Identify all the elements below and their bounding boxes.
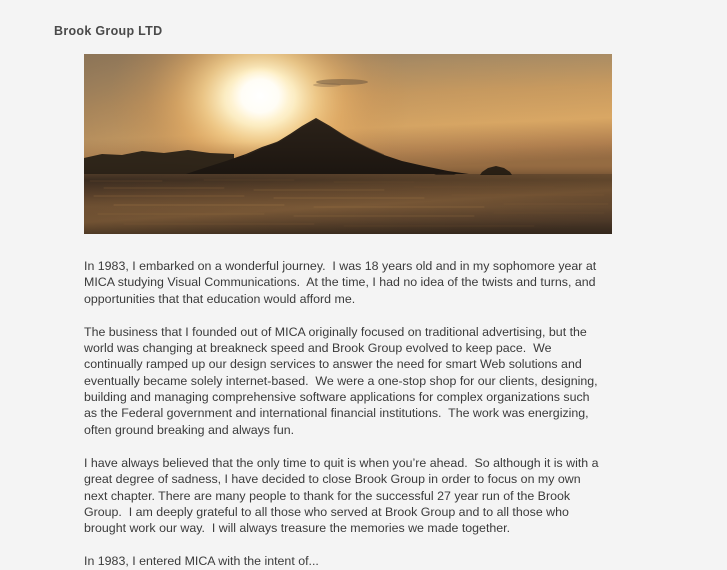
sun-core: [226, 66, 294, 126]
paragraph-2: The business that I founded out of MICA originally focused on traditional advertising, but the world was changing at breakneck speed and Brook Group evolved to keep pace. We continually ramped up our design services to answer the need for smart Web solutions and eventually became solely internet-based. We were a one-stop shop for our clients, designing, building and managing comprehensive software applications for complex organizations such as the Federal government and international financial institutions. The work was energizing, often ground breaking and always fun.: [84, 324, 602, 437]
paragraph-4: In 1983, I entered MICA with the intent of...: [84, 554, 319, 569]
paragraph-1: In 1983, I embarked on a wonderful journey. I was 18 years old and in my sophomore year at MICA studying Visual Communications. At the time, I had no idea of the twists and turns, and opportunities that that education would afford me.: [84, 259, 600, 306]
sunset-over-island-photo: [84, 54, 612, 234]
article-body: [84, 258, 606, 570]
sunset-photo-canvas: [84, 54, 612, 234]
cloud-streak-small: [313, 83, 341, 87]
paragraph-3: I have always believed that the only time to quit is when you’re ahead. So although it is with a great degree of sadness, I have decided to close Brook Group in order to focus on my own next chapter. There are many people to thank for the successful 27 year run of the Brook Group. I am deeply grateful to all those who served at Brook Group and to all those who brought work our way. I will always treasure the memories we made together.: [84, 455, 602, 536]
page-title: Brook Group LTD: [54, 24, 163, 38]
